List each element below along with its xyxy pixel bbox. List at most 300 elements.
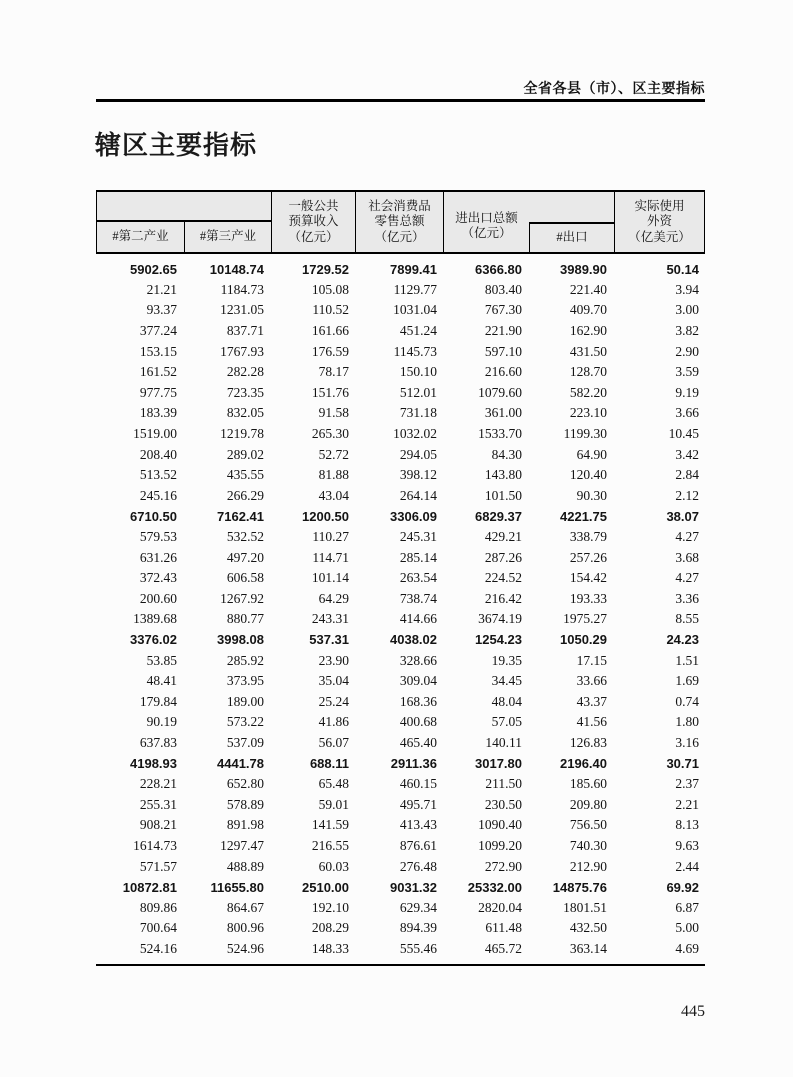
table-cell: 19.35 <box>491 652 522 668</box>
table-cell: 64.90 <box>576 446 607 462</box>
table-cell: 524.16 <box>139 940 177 956</box>
table-cell: 41.56 <box>576 714 607 730</box>
table-cell: 435.55 <box>226 467 264 483</box>
table-cell: 25.24 <box>318 693 349 709</box>
table-cell: 179.84 <box>139 693 177 709</box>
table-row <box>96 836 705 857</box>
table-cell: 216.60 <box>484 364 522 380</box>
table-cell: 1031.04 <box>393 302 437 318</box>
table-cell: 738.74 <box>399 590 437 606</box>
col-header-retail-sales <box>356 192 444 252</box>
table-cell: 189.00 <box>226 693 264 709</box>
table-cell: 6829.37 <box>475 508 522 524</box>
table-cell: 3017.80 <box>475 756 522 772</box>
table-row <box>96 300 705 321</box>
table-cell: 2820.04 <box>478 899 522 915</box>
table-cell: 2510.00 <box>302 879 349 895</box>
table-cell: 148.33 <box>311 940 349 956</box>
table-cell: 50.14 <box>666 261 699 277</box>
table-cell: 1614.73 <box>133 837 177 853</box>
table-cell: 57.05 <box>491 714 522 730</box>
table-cell: 465.40 <box>399 734 437 750</box>
table-cell: 606.58 <box>226 570 264 586</box>
table-cell: 276.48 <box>399 858 437 874</box>
table-cell: 6366.80 <box>475 261 522 277</box>
table-cell: 977.75 <box>139 384 177 400</box>
table-row <box>96 444 705 465</box>
table-cell: 1219.78 <box>220 426 264 442</box>
table-cell: 257.26 <box>569 549 607 565</box>
table-cell: 3.82 <box>675 323 699 339</box>
col-header-foreign-investment <box>614 192 704 252</box>
table-cell: 120.40 <box>569 467 607 483</box>
table-cell: 35.04 <box>318 673 349 689</box>
table-row <box>96 671 705 692</box>
table-cell: 373.95 <box>226 673 264 689</box>
table-cell: 579.53 <box>139 529 177 545</box>
table-row <box>96 547 705 568</box>
table-row <box>96 733 705 754</box>
table-row <box>96 280 705 301</box>
header-line: 外资 <box>646 214 672 229</box>
table-cell: 4038.02 <box>390 632 437 648</box>
table-cell: 756.50 <box>569 817 607 833</box>
table-cell: 429.21 <box>484 529 522 545</box>
table-cell: 372.43 <box>139 570 177 586</box>
running-header <box>96 78 705 98</box>
table-cell: 361.00 <box>484 405 522 421</box>
table-cell: 2911.36 <box>390 756 437 772</box>
header-line: （亿元） <box>288 229 339 244</box>
table-cell: 800.96 <box>226 920 264 936</box>
table-cell: 140.11 <box>485 734 522 750</box>
table-cell: 1975.27 <box>563 611 607 627</box>
table-cell: 161.52 <box>139 364 177 380</box>
table-row <box>96 362 705 383</box>
table-cell: 185.60 <box>569 776 607 792</box>
table-cell: 908.21 <box>139 817 177 833</box>
table-row <box>96 877 705 898</box>
table-cell: 767.30 <box>484 302 522 318</box>
table-cell: 52.72 <box>318 446 349 462</box>
table-cell: 1032.02 <box>393 426 437 442</box>
table-cell: 141.59 <box>311 817 349 833</box>
table-cell: 1079.60 <box>478 384 522 400</box>
table-cell: 153.15 <box>139 343 177 359</box>
table-cell: 255.31 <box>139 796 177 812</box>
table-row <box>96 691 705 712</box>
table-cell: 460.15 <box>399 776 437 792</box>
table-cell: 894.39 <box>399 920 437 936</box>
table-cell: 1200.50 <box>302 508 349 524</box>
table-cell: 289.02 <box>226 446 264 462</box>
table-cell: 264.14 <box>399 487 437 503</box>
table-cell: 287.26 <box>484 549 522 565</box>
table-cell: 1050.29 <box>560 632 607 648</box>
running-header-text: 全省各县（市）、区主要指标 <box>523 80 705 96</box>
table-cell: 4.27 <box>675 529 699 545</box>
table-cell: 1231.05 <box>220 302 264 318</box>
col-header-export <box>529 222 614 252</box>
table-row <box>96 609 705 630</box>
table-row <box>96 341 705 362</box>
table-cell: 43.04 <box>318 487 349 503</box>
table-cell: 631.26 <box>139 549 177 565</box>
table-cell: 3.42 <box>675 446 699 462</box>
header-line: 实际使用 <box>634 198 685 213</box>
table-cell: 9.19 <box>675 384 699 400</box>
table-cell: 532.52 <box>226 529 264 545</box>
table-cell: 611.48 <box>485 920 522 936</box>
table-cell: 126.83 <box>569 734 607 750</box>
table-cell: 832.05 <box>226 405 264 421</box>
table-cell: 10872.81 <box>122 879 177 895</box>
table-cell: 245.16 <box>139 487 177 503</box>
table-cell: 9031.32 <box>390 879 437 895</box>
table-cell: 537.31 <box>309 632 349 648</box>
header-line: 一般公共 <box>288 198 339 213</box>
table-row <box>96 856 705 877</box>
table-row <box>96 939 705 960</box>
table-cell: 33.66 <box>576 673 607 689</box>
table-cell: 53.85 <box>146 652 177 668</box>
table-cell: 432.50 <box>569 920 607 936</box>
table-cell: 81.88 <box>318 467 349 483</box>
table-cell: 578.89 <box>226 796 264 812</box>
table-cell: 114.71 <box>312 549 349 565</box>
table-cell: 700.64 <box>139 920 177 936</box>
table-cell: 524.96 <box>226 940 264 956</box>
table-cell: 105.08 <box>311 281 349 297</box>
table-row <box>96 465 705 486</box>
table-cell: 495.71 <box>399 796 437 812</box>
table-cell: 512.01 <box>399 384 437 400</box>
table-row <box>96 897 705 918</box>
table-cell: 1533.70 <box>478 426 522 442</box>
table-cell: 25332.00 <box>467 879 522 895</box>
table-cell: 2.21 <box>675 796 699 812</box>
table-cell: 880.77 <box>226 611 264 627</box>
table-cell: 1267.92 <box>220 590 264 606</box>
table-cell: 3376.02 <box>130 632 177 648</box>
table-cell: 216.55 <box>311 837 349 853</box>
table-cell: 637.83 <box>139 734 177 750</box>
table-row <box>96 383 705 404</box>
table-cell: 48.41 <box>146 673 177 689</box>
table-cell: 5.00 <box>675 920 699 936</box>
table-cell: 497.20 <box>226 549 264 565</box>
table-body <box>96 254 705 966</box>
table-cell: 84.30 <box>491 446 522 462</box>
table-cell: 3989.90 <box>560 261 607 277</box>
table-cell: 150.10 <box>399 364 437 380</box>
table-cell: 571.57 <box>139 858 177 874</box>
table-cell: 11655.80 <box>210 879 264 895</box>
table-cell: 128.70 <box>569 364 607 380</box>
table-cell: 803.40 <box>484 281 522 297</box>
table-cell: 221.40 <box>569 281 607 297</box>
table-row <box>96 794 705 815</box>
table-cell: 176.59 <box>311 343 349 359</box>
table-cell: 328.66 <box>399 652 437 668</box>
table-cell: 285.92 <box>226 652 264 668</box>
table-cell: 9.63 <box>675 837 699 853</box>
table-cell: 265.30 <box>311 426 349 442</box>
table-cell: 309.04 <box>399 673 437 689</box>
col-header-carryover-empty <box>97 192 271 222</box>
table-cell: 864.67 <box>226 899 264 915</box>
table-cell: 1090.40 <box>478 817 522 833</box>
table-cell: 143.80 <box>484 467 522 483</box>
table-cell: 891.98 <box>226 817 264 833</box>
table-cell: 431.50 <box>569 343 607 359</box>
table-cell: 14875.76 <box>552 879 607 895</box>
table-cell: 582.20 <box>569 384 607 400</box>
table-cell: 1297.47 <box>220 837 264 853</box>
table-row <box>96 712 705 733</box>
header-line: 零售总额 <box>374 214 425 229</box>
table-row <box>96 486 705 507</box>
table-cell: 3306.09 <box>390 508 437 524</box>
table-cell: 216.42 <box>484 590 522 606</box>
col-header-tertiary-industry: #第三产业 <box>184 222 271 252</box>
table-cell: 90.30 <box>576 487 607 503</box>
table-cell: 294.05 <box>399 446 437 462</box>
table-cell: 398.12 <box>399 467 437 483</box>
table-cell: 59.01 <box>318 796 349 812</box>
table-cell: 2.37 <box>675 776 699 792</box>
table-cell: 837.71 <box>226 323 264 339</box>
page-title: 辖区主要指标 <box>95 131 258 160</box>
header-line: 预算收入 <box>288 214 339 229</box>
table-cell: 223.10 <box>569 405 607 421</box>
table-cell: 1099.20 <box>478 837 522 853</box>
table-cell: 400.68 <box>399 714 437 730</box>
header-line: 社会消费品 <box>368 198 431 213</box>
table-row <box>96 506 705 527</box>
table-cell: 1519.00 <box>133 426 177 442</box>
table-cell: 151.76 <box>311 384 349 400</box>
table-cell: 451.24 <box>399 323 437 339</box>
table-cell: 208.40 <box>139 446 177 462</box>
table-cell: 573.22 <box>226 714 264 730</box>
table-cell: 193.33 <box>569 590 607 606</box>
table-cell: 1254.23 <box>475 632 522 648</box>
table-cell: 263.54 <box>399 570 437 586</box>
col-header-import-export-group <box>444 192 614 252</box>
table-cell: 740.30 <box>569 837 607 853</box>
table-cell: 243.31 <box>311 611 349 627</box>
table-cell: 285.14 <box>399 549 437 565</box>
table-cell: 224.52 <box>484 570 522 586</box>
col-header-secondary-industry: #第二产业 <box>112 229 169 244</box>
indicators-table <box>96 190 705 966</box>
table-cell: 60.03 <box>318 858 349 874</box>
table-cell: 34.45 <box>491 673 522 689</box>
table-cell: 41.86 <box>318 714 349 730</box>
table-cell: 5902.65 <box>130 261 177 277</box>
table-row <box>96 589 705 610</box>
table-cell: 93.37 <box>146 302 177 318</box>
table-cell: 17.15 <box>576 652 607 668</box>
table-cell: 338.79 <box>569 529 607 545</box>
table-cell: 1801.51 <box>563 899 607 915</box>
table-cell: 7162.41 <box>217 508 264 524</box>
table-cell: 110.27 <box>312 529 349 545</box>
table-cell: 1145.73 <box>393 343 437 359</box>
table-cell: 1729.52 <box>302 261 349 277</box>
table-cell: 24.23 <box>666 632 699 648</box>
table-cell: 4441.78 <box>217 756 264 772</box>
table-cell: 8.55 <box>675 611 699 627</box>
table-cell: 38.07 <box>666 508 699 524</box>
table-cell: 192.10 <box>311 899 349 915</box>
table-row <box>96 630 705 651</box>
table-cell: 4.27 <box>675 570 699 586</box>
table-cell: 2196.40 <box>560 756 607 772</box>
table-row <box>96 753 705 774</box>
table-cell: 414.66 <box>399 611 437 627</box>
table-cell: 1767.93 <box>220 343 264 359</box>
table-cell: 1129.77 <box>393 281 437 297</box>
table-cell: 6.87 <box>675 899 699 915</box>
table-cell: 0.74 <box>675 693 699 709</box>
table-cell: 488.89 <box>226 858 264 874</box>
table-cell: 230.50 <box>484 796 522 812</box>
page-number: 445 <box>681 1003 705 1020</box>
table-cell: 688.11 <box>309 756 349 772</box>
table-row <box>96 774 705 795</box>
table-cell: 537.09 <box>226 734 264 750</box>
table-cell: 3674.19 <box>478 611 522 627</box>
table-cell: 3.59 <box>675 364 699 380</box>
table-cell: 413.43 <box>399 817 437 833</box>
table-cell: 183.39 <box>139 405 177 421</box>
table-cell: 3.16 <box>675 734 699 750</box>
table-cell: 597.10 <box>484 343 522 359</box>
table-cell: 8.13 <box>675 817 699 833</box>
table-cell: 266.29 <box>226 487 264 503</box>
table-cell: 110.52 <box>312 302 349 318</box>
table-cell: 1389.68 <box>133 611 177 627</box>
table-cell: 78.17 <box>318 364 349 380</box>
table-cell: 1184.73 <box>220 281 264 297</box>
table-cell: 228.21 <box>139 776 177 792</box>
table-row <box>96 815 705 836</box>
table-cell: 272.90 <box>484 858 522 874</box>
header-line: （亿元） <box>374 229 425 244</box>
table-header <box>96 190 705 254</box>
table-row <box>96 650 705 671</box>
table-cell: 65.48 <box>318 776 349 792</box>
table-cell: 90.19 <box>146 714 177 730</box>
table-cell: 1.51 <box>675 652 699 668</box>
table-cell: 2.12 <box>675 487 699 503</box>
table-row <box>96 403 705 424</box>
table-cell: 21.21 <box>146 281 177 297</box>
table-row <box>96 321 705 342</box>
table-cell: 555.46 <box>399 940 437 956</box>
header-line: （亿美元） <box>628 229 691 244</box>
table-cell: 30.71 <box>666 756 699 772</box>
table-row <box>96 527 705 548</box>
header-line: 进出口总额 <box>455 210 518 225</box>
table-cell: 10148.74 <box>209 261 264 277</box>
table-cell: 3.68 <box>675 549 699 565</box>
table-cell: 3.66 <box>675 405 699 421</box>
table-cell: 56.07 <box>318 734 349 750</box>
header-line: #出口 <box>556 230 588 245</box>
table-cell: 2.84 <box>675 467 699 483</box>
table-cell: 1.80 <box>675 714 699 730</box>
table-cell: 101.50 <box>484 487 522 503</box>
table-row <box>96 918 705 939</box>
table-cell: 212.90 <box>569 858 607 874</box>
table-cell: 43.37 <box>576 693 607 709</box>
table-row <box>96 424 705 445</box>
table-cell: 723.35 <box>226 384 264 400</box>
table-cell: 91.58 <box>318 405 349 421</box>
table-row <box>96 568 705 589</box>
col-header-public-budget <box>271 192 356 252</box>
table-cell: 731.18 <box>399 405 437 421</box>
table-cell: 629.34 <box>399 899 437 915</box>
table-cell: 161.66 <box>311 323 349 339</box>
table-cell: 3.94 <box>675 281 699 297</box>
table-cell: 6710.50 <box>130 508 177 524</box>
table-cell: 4.69 <box>675 940 699 956</box>
table-cell: 64.29 <box>318 590 349 606</box>
table-cell: 3998.08 <box>217 632 264 648</box>
table-cell: 23.90 <box>318 652 349 668</box>
table-cell: 1.69 <box>675 673 699 689</box>
table-cell: 1199.30 <box>563 426 607 442</box>
table-cell: 245.31 <box>399 529 437 545</box>
table-cell: 211.50 <box>485 776 522 792</box>
table-cell: 652.80 <box>226 776 264 792</box>
table-cell: 876.61 <box>399 837 437 853</box>
table-cell: 154.42 <box>569 570 607 586</box>
table-row <box>96 259 705 280</box>
header-rule <box>96 99 705 102</box>
table-cell: 363.14 <box>569 940 607 956</box>
header-line: （亿元） <box>461 226 512 240</box>
table-cell: 10.45 <box>668 426 699 442</box>
table-cell: 4221.75 <box>560 508 607 524</box>
table-cell: 162.90 <box>569 323 607 339</box>
table-cell: 2.90 <box>675 343 699 359</box>
table-cell: 409.70 <box>569 302 607 318</box>
table-cell: 4198.93 <box>130 756 177 772</box>
table-cell: 2.44 <box>675 858 699 874</box>
table-cell: 69.92 <box>666 879 699 895</box>
table-cell: 48.04 <box>491 693 522 709</box>
table-cell: 7899.41 <box>390 261 437 277</box>
table-cell: 221.90 <box>484 323 522 339</box>
table-cell: 809.86 <box>139 899 177 915</box>
table-cell: 208.29 <box>311 920 349 936</box>
table-cell: 3.00 <box>675 302 699 318</box>
table-cell: 465.72 <box>484 940 522 956</box>
table-cell: 3.36 <box>675 590 699 606</box>
table-cell: 101.14 <box>311 570 349 586</box>
table-cell: 513.52 <box>139 467 177 483</box>
col-header-import-export <box>444 192 529 252</box>
table-cell: 377.24 <box>139 323 177 339</box>
table-cell: 168.36 <box>399 693 437 709</box>
table-cell: 282.28 <box>226 364 264 380</box>
table-cell: 209.80 <box>569 796 607 812</box>
